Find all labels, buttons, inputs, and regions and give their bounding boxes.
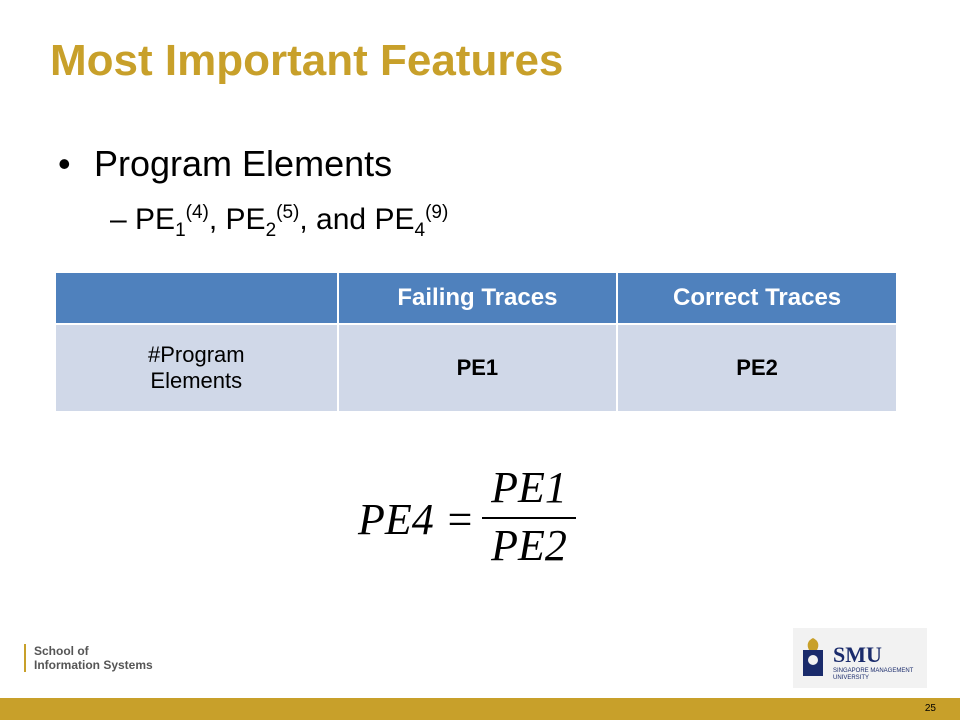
table-header-failing: Failing Traces bbox=[338, 273, 618, 324]
formula-lhs: PE4 = bbox=[358, 495, 475, 544]
table-cell-label: #Program Elements bbox=[56, 324, 338, 411]
slide-title: Most Important Features bbox=[50, 36, 564, 85]
page-number: 25 bbox=[924, 703, 936, 714]
table-header-empty bbox=[56, 273, 338, 324]
table-header-correct: Correct Traces bbox=[617, 273, 896, 324]
pe4: $PE_4^{(9)}$ bbox=[374, 202, 449, 241]
footer-bar bbox=[0, 698, 960, 720]
fraction-bar bbox=[482, 517, 576, 519]
formula-numerator: PE1 bbox=[491, 463, 567, 512]
pe4-formula bbox=[358, 462, 578, 572]
school-label bbox=[24, 644, 153, 672]
bullet-label: Program Elements bbox=[94, 143, 393, 184]
table-header-row bbox=[56, 273, 896, 324]
table-cell-pe2: PE2 bbox=[617, 324, 896, 411]
school-line-1: School of bbox=[34, 644, 89, 658]
sub-bullet: – $PE_1^{(4)}$, $PE_2^{(5)}$, and $PE_4^{(9)}$ bbox=[110, 202, 449, 241]
logo-text: SMU bbox=[833, 642, 882, 667]
features-table bbox=[56, 273, 896, 411]
formula-denominator: PE2 bbox=[491, 521, 567, 570]
lion-crest-icon bbox=[801, 636, 829, 680]
smu-logo bbox=[793, 628, 927, 688]
sub-dash: – bbox=[110, 203, 127, 236]
bullet-dot: • bbox=[58, 143, 71, 184]
table-cell-pe1: PE1 bbox=[338, 324, 618, 411]
bullet-item bbox=[58, 143, 392, 185]
table-row bbox=[56, 324, 896, 411]
pe2: $PE_2^{(5)}$ bbox=[225, 202, 300, 241]
logo-tagline: SINGAPORE MANAGEMENT UNIVERSITY bbox=[833, 668, 914, 681]
pe1: $PE_1^{(4)}$ bbox=[135, 202, 209, 241]
school-line-2: Information Systems bbox=[34, 658, 153, 672]
